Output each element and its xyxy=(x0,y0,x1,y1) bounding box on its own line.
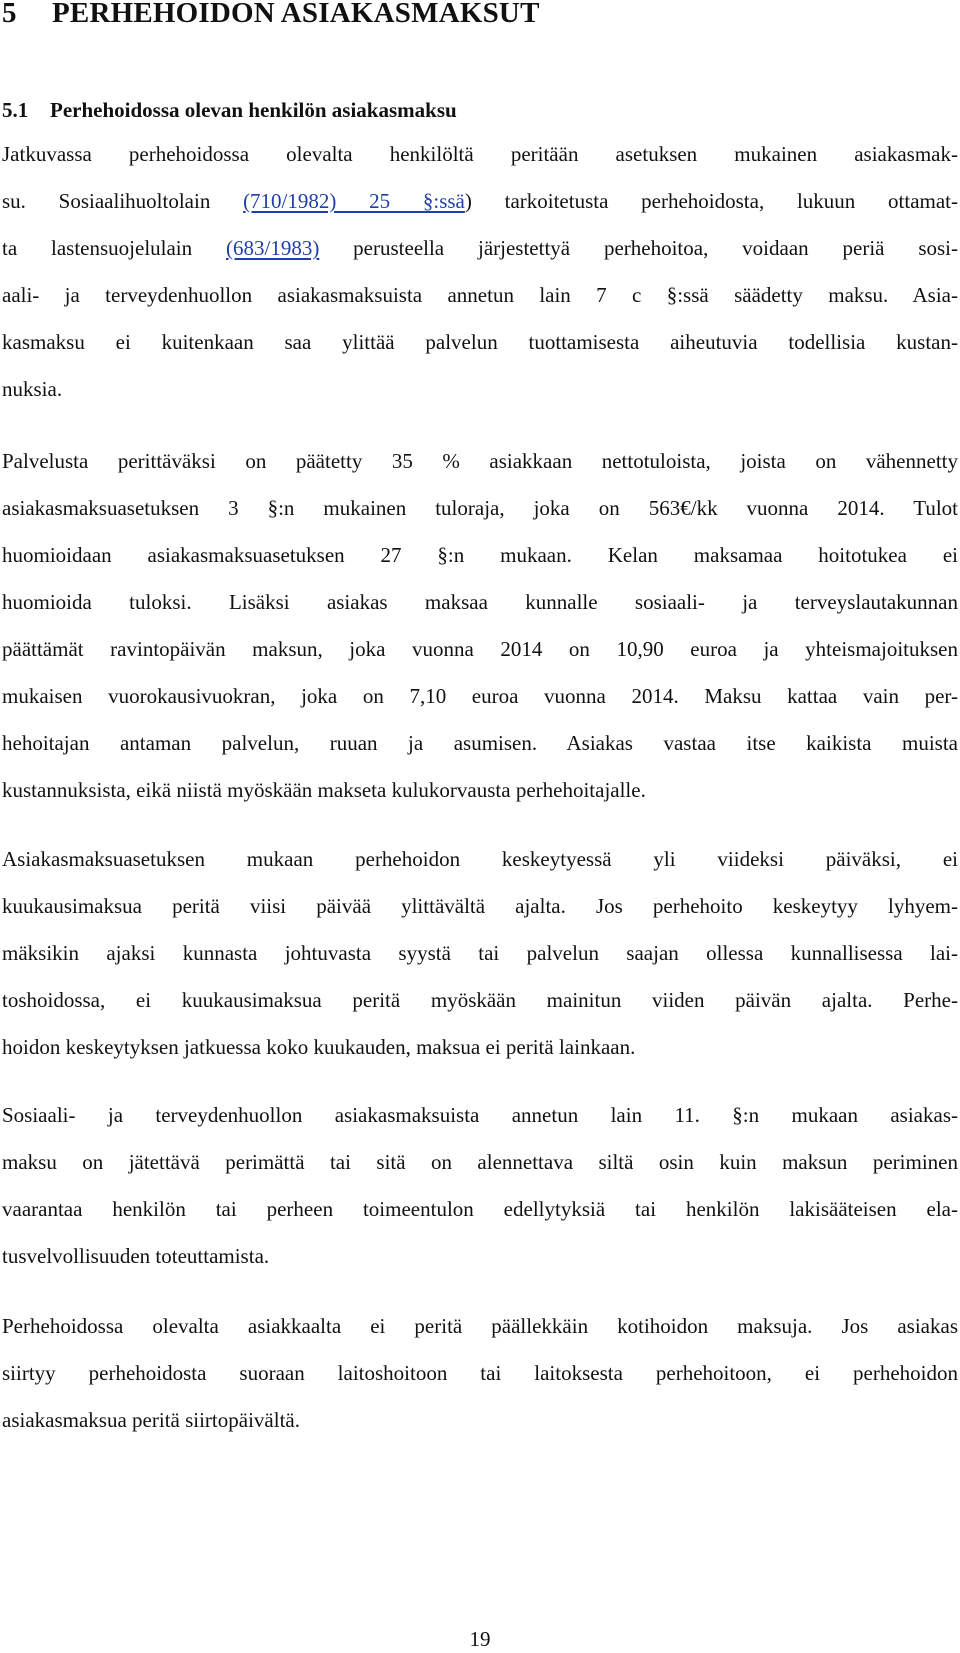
paragraph-line: kuukausimaksua peritä viisi päivää ylittävältä ajalta. Jos perhehoito keskeytyy lyhyem- xyxy=(2,894,958,918)
paragraph-line: huomioida tuloksi. Lisäksi asiakas maksaa kunnalle sosiaali- ja terveyslautakunnan xyxy=(2,590,958,614)
paragraph-line: toshoidossa, ei kuukausimaksua peritä myöskään mainitun viiden päivän ajalta. Perhe- xyxy=(2,988,958,1012)
law-link-683-1983[interactable]: (683/1983) xyxy=(226,236,320,260)
paragraph-2 xyxy=(2,438,958,814)
paragraph-line: huomioidaan asiakasmaksuasetuksen 27 §:n mukaan. Kelan maksamaa hoitotukea ei xyxy=(2,543,958,567)
paragraph-4 xyxy=(2,1092,958,1280)
paragraph-line: päättämät ravintopäivän maksun, joka vuonna 2014 on 10,90 euroa ja yhteismajoituksen xyxy=(2,637,958,661)
paragraph-line: mäksikin ajaksi kunnasta johtuvasta syystä tai palvelun saajan ollessa kunnallisessa lai- xyxy=(2,941,958,965)
page-number: 19 xyxy=(469,1627,491,1651)
paragraph-line: Perhehoidossa olevalta asiakkaalta ei peritä päällekkäin kotihoidon maksuja. Jos asiakas xyxy=(2,1314,958,1338)
paragraph-5 xyxy=(2,1303,958,1444)
paragraph-line: nuksia. xyxy=(2,377,63,401)
paragraph-line-with-link: su. Sosiaalihuoltolain (710/1982) 25 §:ssä) tarkoitetusta perhehoidosta, lukuun ottamat- xyxy=(2,189,958,213)
paragraph-3 xyxy=(2,836,958,1071)
paragraph-line: vaarantaa henkilön tai perheen toimeentulon edellytyksiä tai henkilön lakisääteisen ela- xyxy=(2,1197,958,1221)
paragraph-line: kasmaksu ei kuitenkaan saa ylittää palvelun tuottamisesta aiheutuvia todellisia kustan- xyxy=(2,330,958,354)
chapter-heading xyxy=(2,0,540,32)
section-title: Perhehoidossa olevan henkilön asiakasmaksu xyxy=(50,98,457,122)
paragraph-line: hoidon keskeytyksen jatkuessa koko kuukauden, maksua ei peritä lainkaan. xyxy=(2,1035,636,1059)
paragraph-line: maksu on jätettävä perimättä tai sitä on alennettava siltä osin kuin maksun periminen xyxy=(2,1150,958,1174)
paragraph-line: Sosiaali- ja terveydenhuollon asiakasmaksuista annetun lain 11. §:n mukaan asiakas- xyxy=(2,1103,958,1127)
paragraph-line: tusvelvollisuuden toteuttamista. xyxy=(2,1244,270,1268)
law-link-710-1982[interactable]: (710/1982) 25 §:ssä xyxy=(243,189,465,213)
paragraph-1 xyxy=(2,131,958,413)
paragraph-line-with-link: ta lastensuojelulain (683/1983) perusteella järjestettyä perhehoitoa, voidaan periä sosi- xyxy=(2,236,958,260)
chapter-number: 5 xyxy=(2,0,17,29)
paragraph-line: asiakasmaksuasetuksen 3 §:n mukainen tuloraja, joka on 563€/kk vuonna 2014. Tulot xyxy=(2,496,958,520)
section-number: 5.1 xyxy=(2,98,29,122)
paragraph-line: kustannuksista, eikä niistä myöskään makseta kulukorvausta perhehoitajalle. xyxy=(2,778,646,802)
paragraph-line: Palvelusta perittäväksi on päätetty 35 % asiakkaan nettotuloista, joista on vähennetty xyxy=(2,449,958,473)
paragraph-line: mukaisen vuorokausivuokran, joka on 7,10 euroa vuonna 2014. Maksu kattaa vain per- xyxy=(2,684,958,708)
paragraph-line: asiakasmaksua peritä siirtopäivältä. xyxy=(2,1408,300,1432)
section-heading xyxy=(2,95,457,125)
paragraph-line: Asiakasmaksuasetuksen mukaan perhehoidon keskeytyessä yli viideksi päiväksi, ei xyxy=(2,847,958,871)
paragraph-line: hehoitajan antaman palvelun, ruuan ja asumisen. Asiakas vastaa itse kaikista muista xyxy=(2,731,958,755)
chapter-title: PERHEHOIDON ASIAKASMAKSUT xyxy=(52,0,540,29)
paragraph-line: Jatkuvassa perhehoidossa olevalta henkilöltä peritään asetuksen mukainen asiakasmak- xyxy=(2,142,958,166)
paragraph-line: aali- ja terveydenhuollon asiakasmaksuista annetun lain 7 c §:ssä säädetty maksu. Asia- xyxy=(2,283,958,307)
paragraph-line: siirtyy perhehoidosta suoraan laitoshoitoon tai laitoksesta perhehoitoon, ei perhehoidon xyxy=(2,1361,958,1385)
